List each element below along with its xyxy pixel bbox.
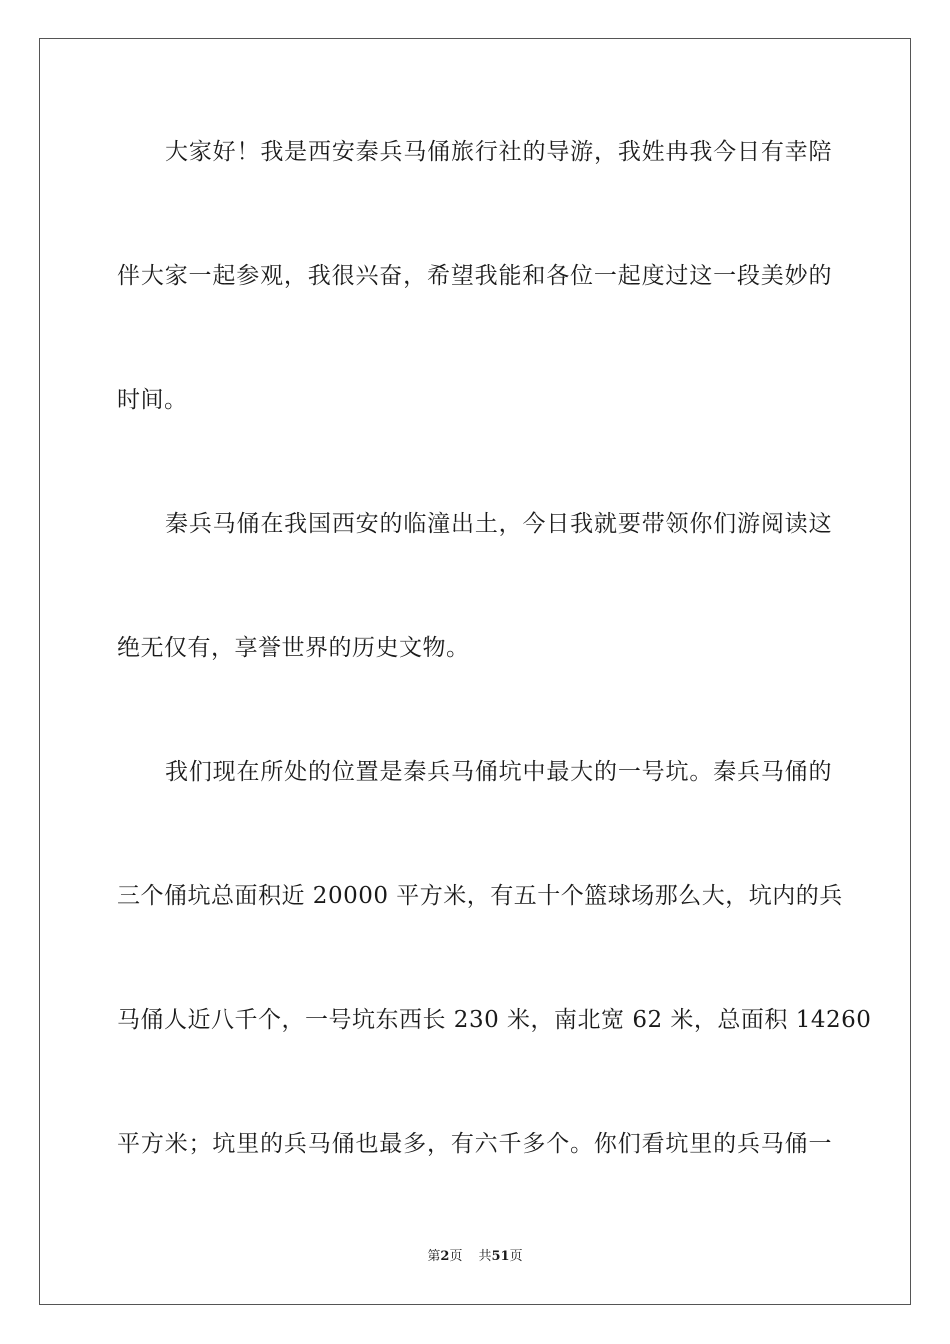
paragraph-2-line-2: 绝无仅有，享誉世界的历史文物。 [117,635,470,661]
paragraph-1-line-3: 时间。 [117,387,188,413]
paragraph-3-line-3: 马俑人近八千个，一号坑东西长 230 米，南北宽 62 米，总面积 14260 [117,1007,872,1033]
footer-total-prefix: 共 [478,1249,492,1264]
footer-total-unit: 页 [509,1249,523,1264]
paragraph-1-line-1: 大家好！我是西安秦兵马俑旅行社的导游，我姓冉我今日有幸陪 [165,139,832,165]
page-border [39,38,911,1305]
paragraph-3-line-4: 平方米；坑里的兵马俑也最多，有六千多个。你们看坑里的兵马俑一 [117,1131,832,1157]
paragraph-2-line-1: 秦兵马俑在我国西安的临潼出土，今日我就要带领你们游阅读这 [165,511,832,537]
page-footer [0,1248,950,1266]
paragraph-3-line-2: 三个俑坑总面积近 20000 平方米，有五十个篮球场那么大，坑内的兵 [117,883,843,909]
paragraph-3-line-1: 我们现在所处的位置是秦兵马俑坑中最大的一号坑。秦兵马俑的 [165,759,832,785]
footer-total-pages: 51 [491,1249,510,1264]
footer-page-unit: 页 [449,1249,463,1264]
footer-prefix: 第 [427,1249,441,1264]
footer-page-number: 2 [440,1249,450,1264]
paragraph-1-line-2: 伴大家一起参观，我很兴奋，希望我能和各位一起度过这一段美妙的 [117,263,832,289]
